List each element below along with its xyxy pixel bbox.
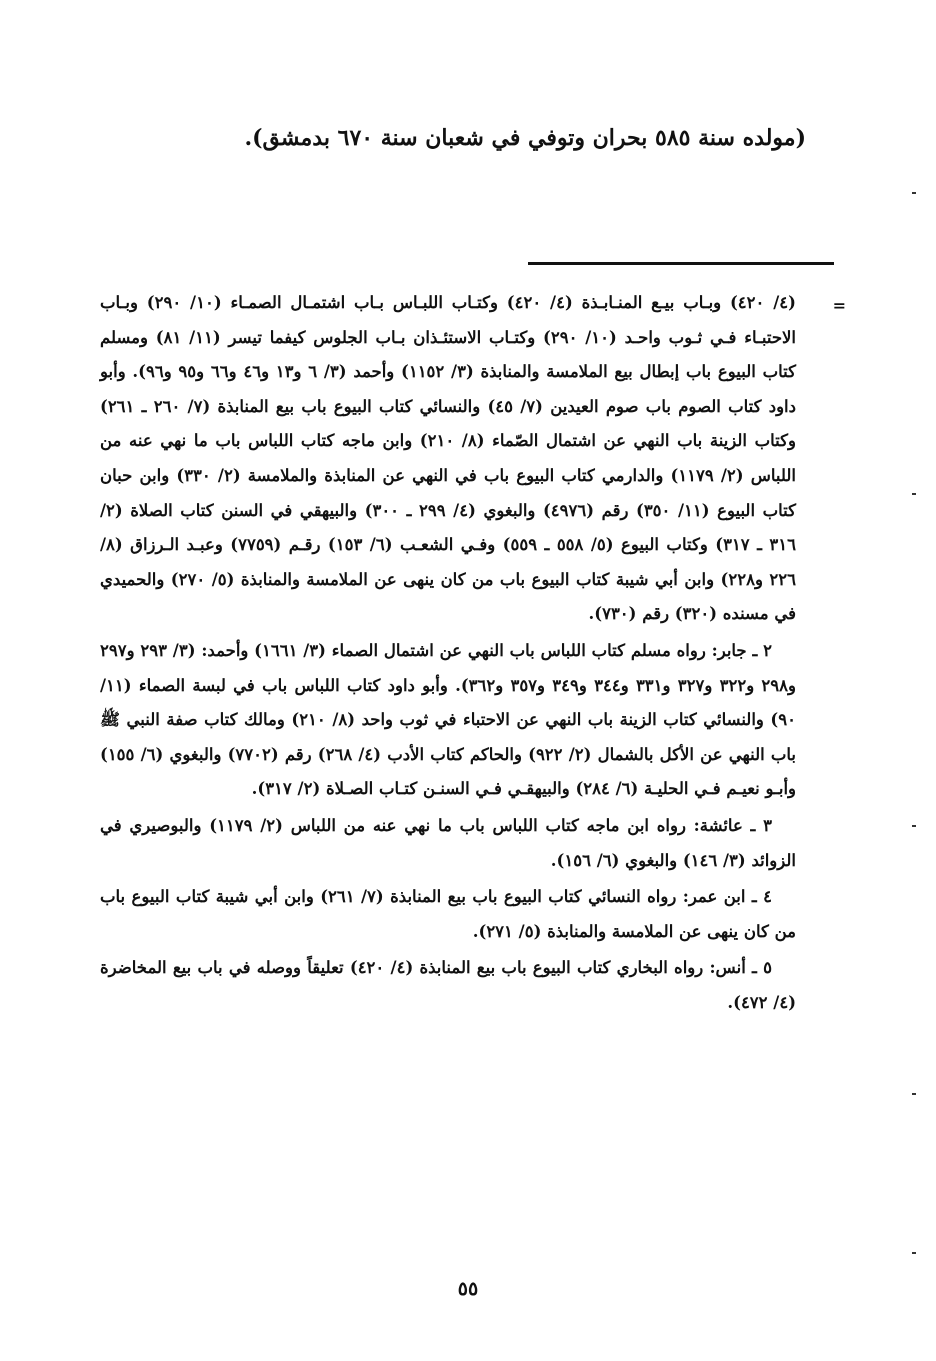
footnote-paragraph: ٢ ـ جابر: رواه مسلم كتاب اللباس باب النهي عن اشتمال الصماء (٣/ ١٦٦١) وأحمد: (٣/ ٢٩٣ و٢٩٧ و٢٩٨ و٣٢٢ و٣٢٧ و٣٣١ و٣٤٤ و٣٤٩ و٣٥٧ و٣٦٢). وأبو داود كتاب اللباس باب في لبسة الصماء (١١/ ٩٠) والنسائي كتاب الزينة باب النهي عن الاحتباء في ثوب واحد (٨/ ٢١٠) ومالك كتاب صفة النبي ﷺ باب النهي عن الأكل بالشمال (٢/ ٩٢٢) والحاكم كتاب الأدب (٤/ ٢٦٨) رقم (٧٧٠٢) والبغوي (٦/ ١٥٥) وأبـو نعيـم فـي الحليـة (٦/ ٢٨٤) والبيهقـي فـي السنـن كتـاب الصـلاة (٢/ ٣١٧). [100,640,797,799]
main-text: (مولده سنة ٥٨٥ بحران وتوفي في شعبان سنة ٦٧٠ بدمشق). [244,125,806,151]
page-number: ٥٥ [457,1278,479,1300]
scan-margin-mark [912,1252,916,1254]
scan-margin-mark [912,1093,916,1095]
scan-margin-mark [912,192,916,194]
footnote-separator-rule [528,262,834,265]
footnote-paragraph: (٤/ ٤٢٠) وبـاب بيـع المنـابـذة (٤/ ٤٢٠) وكتـاب اللبـاس بـاب اشتمـال الصمـاء (١٠/ ٢٩٠) وبـاب الاحتبـاء فـي ثـوب واحـد (١٠/ ٢٩٠) وكتـاب الاستئـذان بـاب الجلوس كيفما تيسر (١١/ ٨١) ومسلم كتاب البيوع باب إبطال بيع الملامسة والمنابذة (٣/ ١١٥٢) وأحمد (٣/ ٦ و١٣ و٤٦ و٦٦ و٩٥ و٩٦). وأبو داود كتاب الصوم باب صوم العيدين (٧/ ٤٥) والنسائي كتاب البيوع باب بيع المنابذة (٧/ ٢٦٠ ـ ٢٦١) وكتاب الزينة باب النهي عن اشتمال الصّماء (٨/ ٢١٠) وابن ماجه كتاب اللباس باب ما نهي عنه من اللباس (٢/ ١١٧٩) والدارمي كتاب البيوع باب في النهي عن المنابذة والملامسة (٢/ ٣٣٠) وابن حبان كتاب البيوع (١١/ ٣٥٠) رقم (٤٩٧٦) والبغوي (٤/ ٢٩٩ ـ ٣٠٠) والبيهقي في السنن كتاب الصلاة (٢/ ٣١٦ ـ ٣١٧) وكتاب البيوع (٥/ ٥٥٨ ـ ٥٥٩) وفـي الشعـب (٦/ ١٥٣) رقـم (٧٧٥٩) وعبـد الـرزاق (٨/ ٢٢٦ و٢٢٨) وابن أبي شيبة كتاب البيوع باب من كان ينهى عن الملامسة والمنابذة (٥/ ٢٧٠) والحميدي في مسنده (٣٢٠) رقم (٧٣٠). [100,293,797,624]
footnote-paragraph: ٣ ـ عائشة: رواه ابن ماجه كتاب اللباس باب ما نهي عنه من اللباس (٢/ ١١٧٩) والبوصيري في الزوائد (٣/ ١٤٦) والبغوي (٦/ ١٥٦). [100,815,796,870]
footnote-paragraph: ٥ ـ أنس: رواه البخاري كتاب البيوع باب بيع المنابذة (٤/ ٤٢٠) تعليقاً ووصله في باب بيع المخاضرة (٤/ ٤٧٢). [100,958,796,1012]
footnote-paragraph: ٤ ـ ابن عمر: رواه النسائي كتاب البيوع باب بيع المنابذة (٧/ ٢٦١) وابن أبي شيبة كتاب البيوع باب من كان ينهى عن الملامسة والمنابذة (٥/ ٢٧١). [100,887,796,941]
footnote-continuation-marker: = [832,296,846,315]
scan-margin-mark [912,825,916,827]
scan-margin-mark [912,493,916,495]
footnotes-block [100,286,796,1022]
